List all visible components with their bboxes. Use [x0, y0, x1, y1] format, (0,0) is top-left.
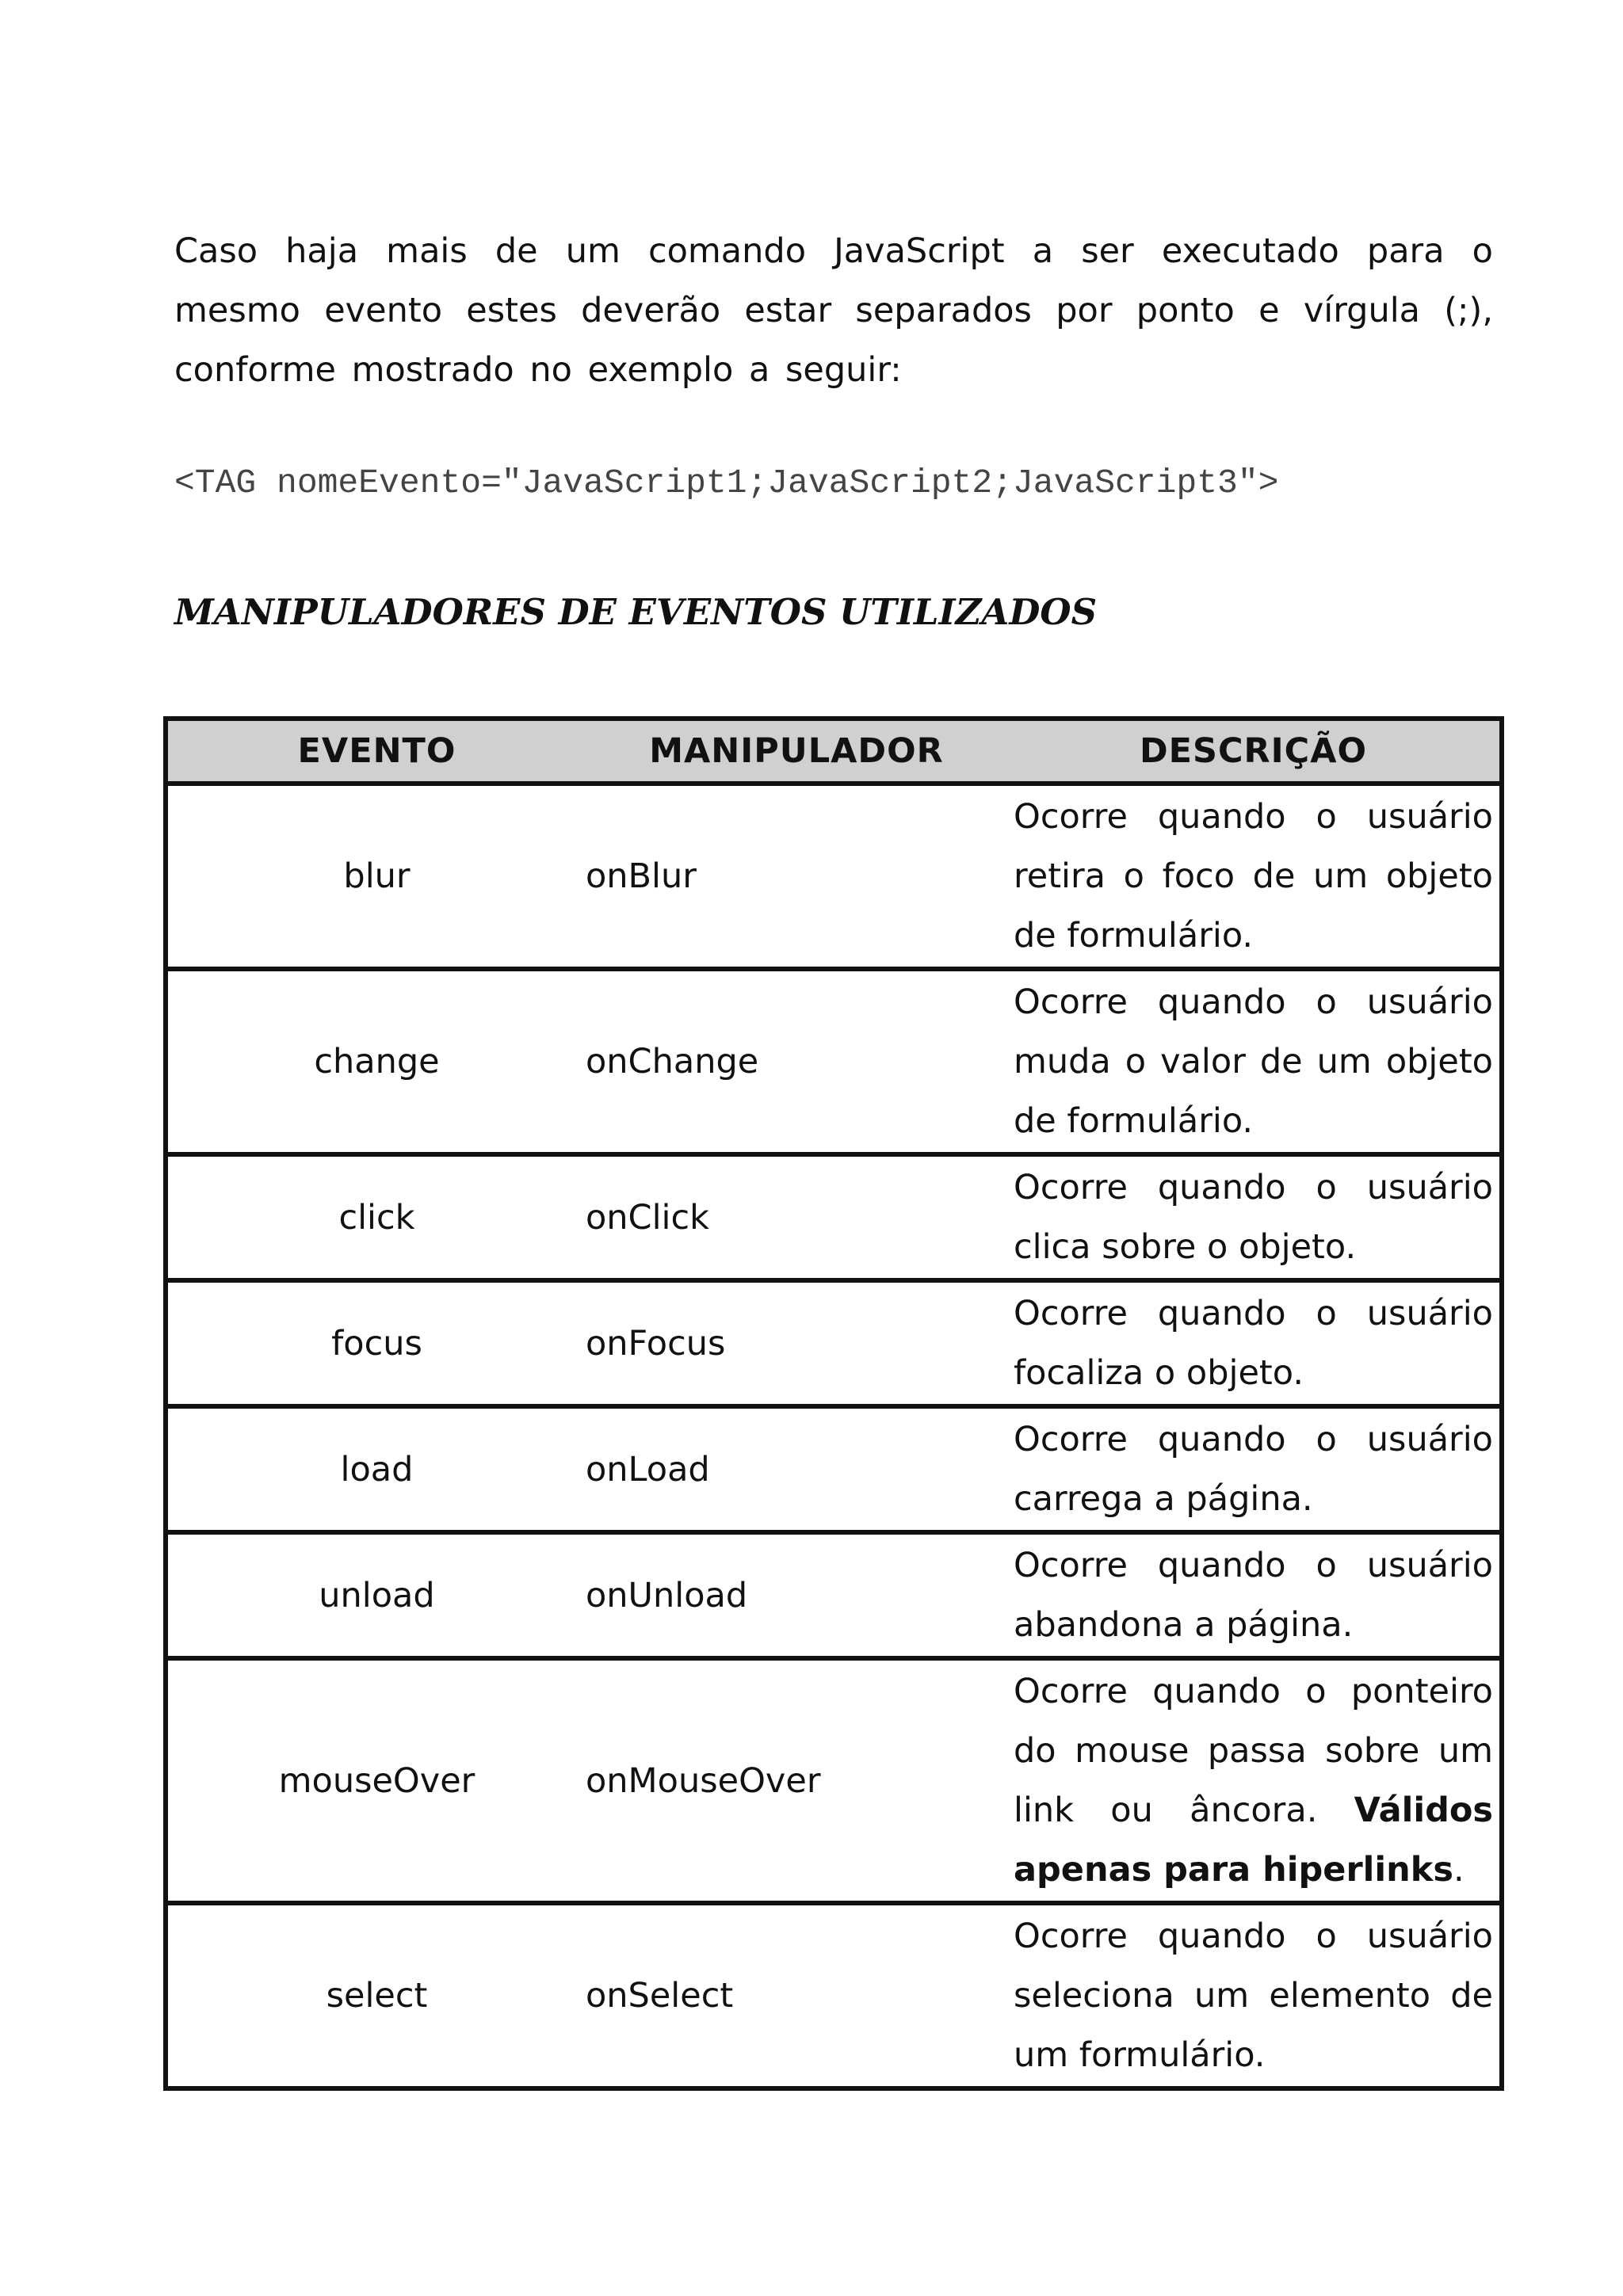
descricao-cell [1007, 1280, 1502, 1406]
descricao-text: Ocorre quando o usuário carrega a página. [1014, 1419, 1493, 1519]
manipulador-cell: onClick [586, 1154, 1007, 1280]
table-row [166, 1280, 1502, 1406]
table-row [166, 1154, 1502, 1280]
table-row [166, 784, 1502, 969]
evento-cell: mouseOver [166, 1658, 586, 1903]
descricao-text: Ocorre quando o usuário retira o foco de um objeto de formulário. [1014, 796, 1493, 955]
manipulador-cell: onFocus [586, 1280, 1007, 1406]
header-manipulador: MANIPULADOR [586, 719, 1007, 784]
manipulador-cell: onUnload [586, 1532, 1007, 1658]
table-row [166, 969, 1502, 1154]
evento-cell: click [166, 1154, 586, 1280]
manipulador-cell: onSelect [586, 1903, 1007, 2088]
table-row [166, 1532, 1502, 1658]
descricao-text: Ocorre quando o usuário muda o valor de um objeto de formulário. [1014, 982, 1493, 1141]
descricao-text: Ocorre quando o usuário clica sobre o objeto. [1014, 1167, 1493, 1267]
code-example: <TAG nomeEvento="JavaScript1;JavaScript2;JavaScript3"> [174, 463, 1279, 502]
evento-cell: focus [166, 1280, 586, 1406]
manipulador-cell: onLoad [586, 1406, 1007, 1532]
evento-cell: change [166, 969, 586, 1154]
table-header-row [166, 719, 1502, 784]
evento-cell: unload [166, 1532, 586, 1658]
evento-cell: select [166, 1903, 586, 2088]
header-descricao: DESCRIÇÃO [1007, 719, 1502, 784]
manipulador-cell: onMouseOver [586, 1658, 1007, 1903]
events-table [163, 716, 1504, 2091]
descricao-cell [1007, 1406, 1502, 1532]
evento-cell: blur [166, 784, 586, 969]
descricao-cell [1007, 1532, 1502, 1658]
descricao-bold: Válidos apenas para hiperlinks [1014, 1790, 1493, 1890]
descricao-text: Ocorre quando o usuário seleciona um elemento de um formulário. [1014, 1916, 1493, 2075]
descricao-text: Ocorre quando o usuário focaliza o objeto. [1014, 1293, 1493, 1393]
manipulador-cell: onChange [586, 969, 1007, 1154]
manipulador-cell: onBlur [586, 784, 1007, 969]
evento-cell: load [166, 1406, 586, 1532]
table-row [166, 1406, 1502, 1532]
descricao-text [1014, 1662, 1493, 1900]
header-evento: EVENTO [166, 719, 586, 784]
section-heading: MANIPULADORES DE EVENTOS UTILIZADOS [174, 591, 1098, 633]
descricao-cell [1007, 1903, 1502, 2088]
descricao-text: Ocorre quando o usuário abandona a página. [1014, 1545, 1493, 1645]
descricao-cell [1007, 784, 1502, 969]
descricao-cell [1007, 1154, 1502, 1280]
table-row [166, 1658, 1502, 1903]
descricao-cell [1007, 969, 1502, 1154]
table-row [166, 1903, 1502, 2088]
descricao-cell [1007, 1658, 1502, 1903]
descricao-plain: Ocorre quando o ponteiro do mouse passa sobre um link ou âncora. [1014, 1671, 1493, 1830]
intro-paragraph: Caso haja mais de um comando JavaScript a ser executado para o mesmo evento estes deverão estar separados por ponto e vírgula (;), conforme mostrado no exemplo a seguir: [174, 231, 1493, 390]
descricao-end: . [1453, 1849, 1465, 1890]
